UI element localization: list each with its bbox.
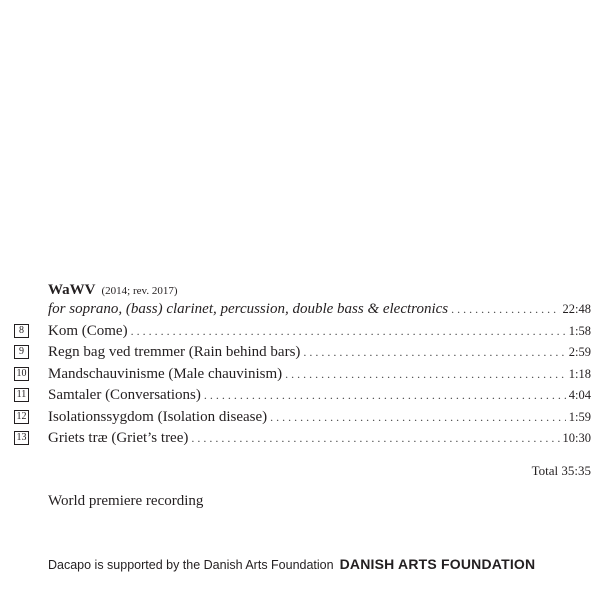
dot-leader <box>451 299 559 321</box>
track-title: Regn bag ved tremmer (Rain behind bars) <box>48 344 301 360</box>
dot-leader <box>303 342 565 364</box>
track-title: Samtaler (Conversations) <box>48 387 201 403</box>
dot-leader <box>285 364 566 386</box>
track-duration: 1:18 <box>568 366 591 381</box>
instrumentation-row <box>48 299 591 321</box>
track-number-badge: 8 <box>14 324 29 338</box>
track-number-badge: 12 <box>14 410 29 424</box>
track-row <box>48 321 591 343</box>
danish-arts-foundation-logo: DANISH ARTS FOUNDATION <box>339 556 536 572</box>
dot-leader <box>191 428 559 450</box>
track-title: Griets træ (Griet’s tree) <box>48 430 189 446</box>
track-duration: 2:59 <box>568 345 591 359</box>
track-number-badge: 13 <box>14 431 29 445</box>
instrumentation-text: for soprano, (bass) clarinet, percussion, double bass & electronics <box>48 301 449 317</box>
dot-leader <box>204 385 566 407</box>
work-duration: 22:48 <box>562 302 591 316</box>
track-row <box>48 428 591 450</box>
track-number-badge: 9 <box>14 345 29 359</box>
dot-leader <box>131 321 566 343</box>
support-text: Dacapo is supported by the Danish Arts Foundation <box>48 558 334 572</box>
track-number-badge: 10 <box>14 367 29 381</box>
track-title: Kom (Come) <box>48 322 128 339</box>
track-duration: 10:30 <box>562 431 591 445</box>
work-title: WaWV <box>48 282 96 298</box>
track-duration: 1:58 <box>568 323 591 338</box>
work-block <box>48 281 591 450</box>
track-duration: 1:59 <box>568 409 591 424</box>
track-row <box>48 385 591 407</box>
track-row <box>48 407 591 429</box>
work-year: (2014; rev. 2017) <box>101 285 178 297</box>
track-number-badge: 11 <box>14 388 29 402</box>
track-duration: 4:04 <box>568 388 591 402</box>
track-row <box>48 342 591 364</box>
work-heading <box>48 281 591 299</box>
total-duration: Total 35:35 <box>531 463 591 478</box>
premiere-note: World premiere recording <box>48 493 204 509</box>
track-row <box>48 364 591 386</box>
dot-leader <box>270 407 566 429</box>
track-title: Mandschauvinisme (Male chauvinism) <box>48 365 283 382</box>
support-line <box>48 556 535 572</box>
track-title: Isolationssygdom (Isolation disease) <box>48 408 268 425</box>
